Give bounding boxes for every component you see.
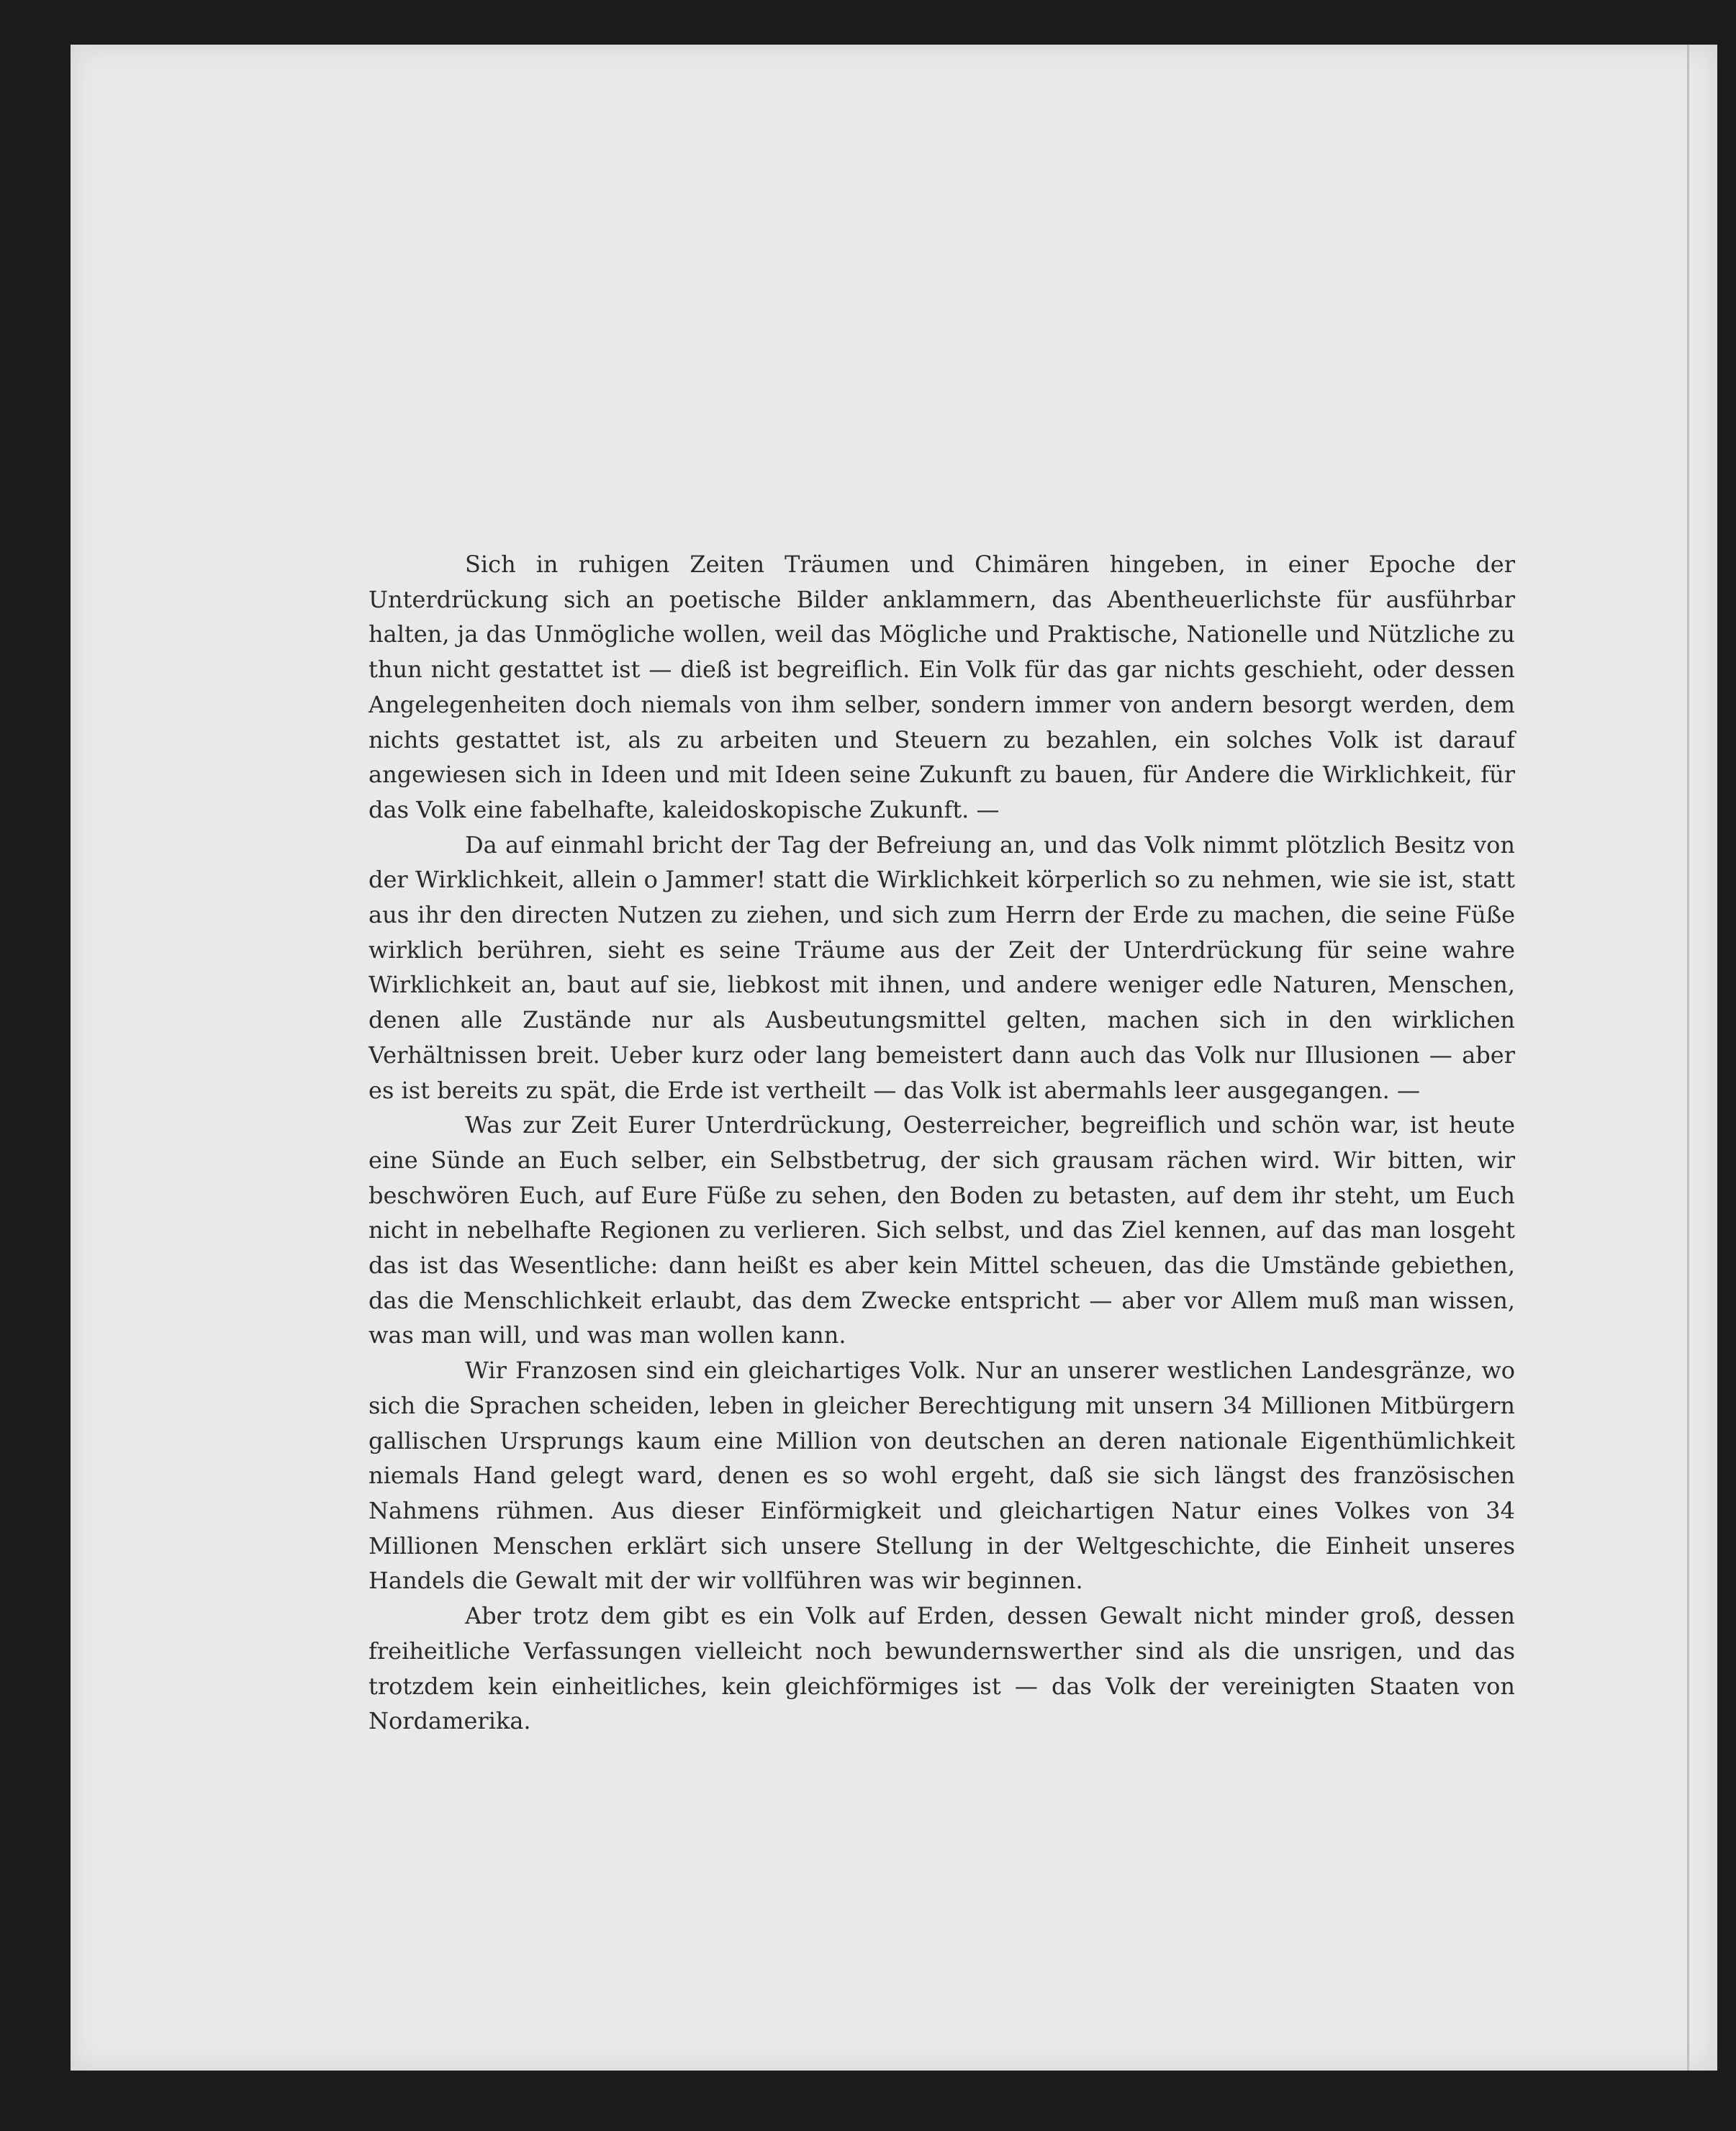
- page-fold-edge: [1687, 45, 1689, 2071]
- paragraph-1: Sich in ruhigen Zeiten Träumen und Chimären hingeben, in einer Epoche der Unterdrückung sich an poetische Bilder anklammern, das Abentheuerlichste für ausführbar halten, ja das Unmögliche wollen, weil das Mögliche und Praktische, Nationelle und Nützliche zu thun nicht gestattet ist — dieß ist begreiflich. Ein Volk für das gar nichts geschieht, oder dessen Angelegenheiten doch niemals von ihm selber, sondern immer von andern besorgt werden, dem nichts gestattet ist, als zu arbeiten und Steuern zu bezahlen, ein solches Volk ist darauf angewiesen sich in Ideen und mit Ideen seine Zukunft zu bauen, für Andere die Wirklichkeit, für das Volk eine fabelhafte, kaleidoskopische Zukunft. —: [369, 551, 1515, 823]
- paragraph-3: Was zur Zeit Eurer Unterdrückung, Oesterreicher, begreiflich und schön war, ist heute eine Sünde an Euch selber, ein Selbstbetrug, der sich grausam rächen wird. Wir bitten, wir beschwören Euch, auf Eure Füße zu sehen, den Boden zu betasten, auf dem ihr steht, um Euch nicht in nebelhafte Regionen zu verlieren. Sich selbst, und das Ziel kennen, auf das man losgeht das ist das Wesentliche: dann heißt es aber kein Mittel scheuen, das die Umstände gebiethen, das die Menschlichkeit erlaubt, das dem Zwecke entspricht — aber vor Allem muß man wissen, was man will, und was man wollen kann.: [369, 1111, 1515, 1349]
- paragraph-2: Da auf einmahl bricht der Tag der Befreiung an, und das Volk nimmt plötzlich Besitz von der Wirklichkeit, allein o Jammer! statt die Wirklichkeit körperlich so zu nehmen, wie sie ist, statt aus ihr den directen Nutzen zu ziehen, und sich zum Herrn der Erde zu machen, die seine Füße wirklich berühren, sieht es seine Träume aus der Zeit der Unterdrückung für seine wahre Wirklichkeit an, baut auf sie, liebkost mit ihnen, und andere weniger edle Naturen, Menschen, denen alle Zustände nur als Ausbeutungsmittel gelten, machen sich in den wirklichen Verhältnissen breit. Ueber kurz oder lang bemeistert dann auch das Volk nur Illusionen — aber es ist bereits zu spät, die Erde ist vertheilt — das Volk ist abermahls leer ausgegangen. —: [369, 831, 1515, 1104]
- paragraph-4: Wir Franzosen sind ein gleichartiges Volk. Nur an unserer westlichen Landesgränze, wo sich die Sprachen scheiden, leben in gleicher Berechtigung mit unsern 34 Millionen Mitbürgern gallischen Ursprungs kaum eine Million von deutschen an deren nationale Eigenthümlichkeit niemals Hand gelegt ward, denen es so wohl ergeht, daß sie sich längst des französischen Nahmens rühmen. Aus dieser Einförmigkeit und gleichartigen Natur eines Volkes von 34 Millionen Menschen erklärt sich unsere Stellung in der Weltgeschichte, die Einheit unseres Handels die Gewalt mit der wir vollführen was wir beginnen.: [369, 1357, 1515, 1595]
- body-text: [369, 547, 1515, 1739]
- paragraph-5: Aber trotz dem gibt es ein Volk auf Erden, dessen Gewalt nicht minder groß, dessen freiheitliche Verfassungen vielleicht noch bewundernswerther sind als die unsrigen, und das trotzdem kein einheitliches, kein gleichförmiges ist — das Volk der vereinigten Staaten von Nordamerika.: [369, 1602, 1515, 1735]
